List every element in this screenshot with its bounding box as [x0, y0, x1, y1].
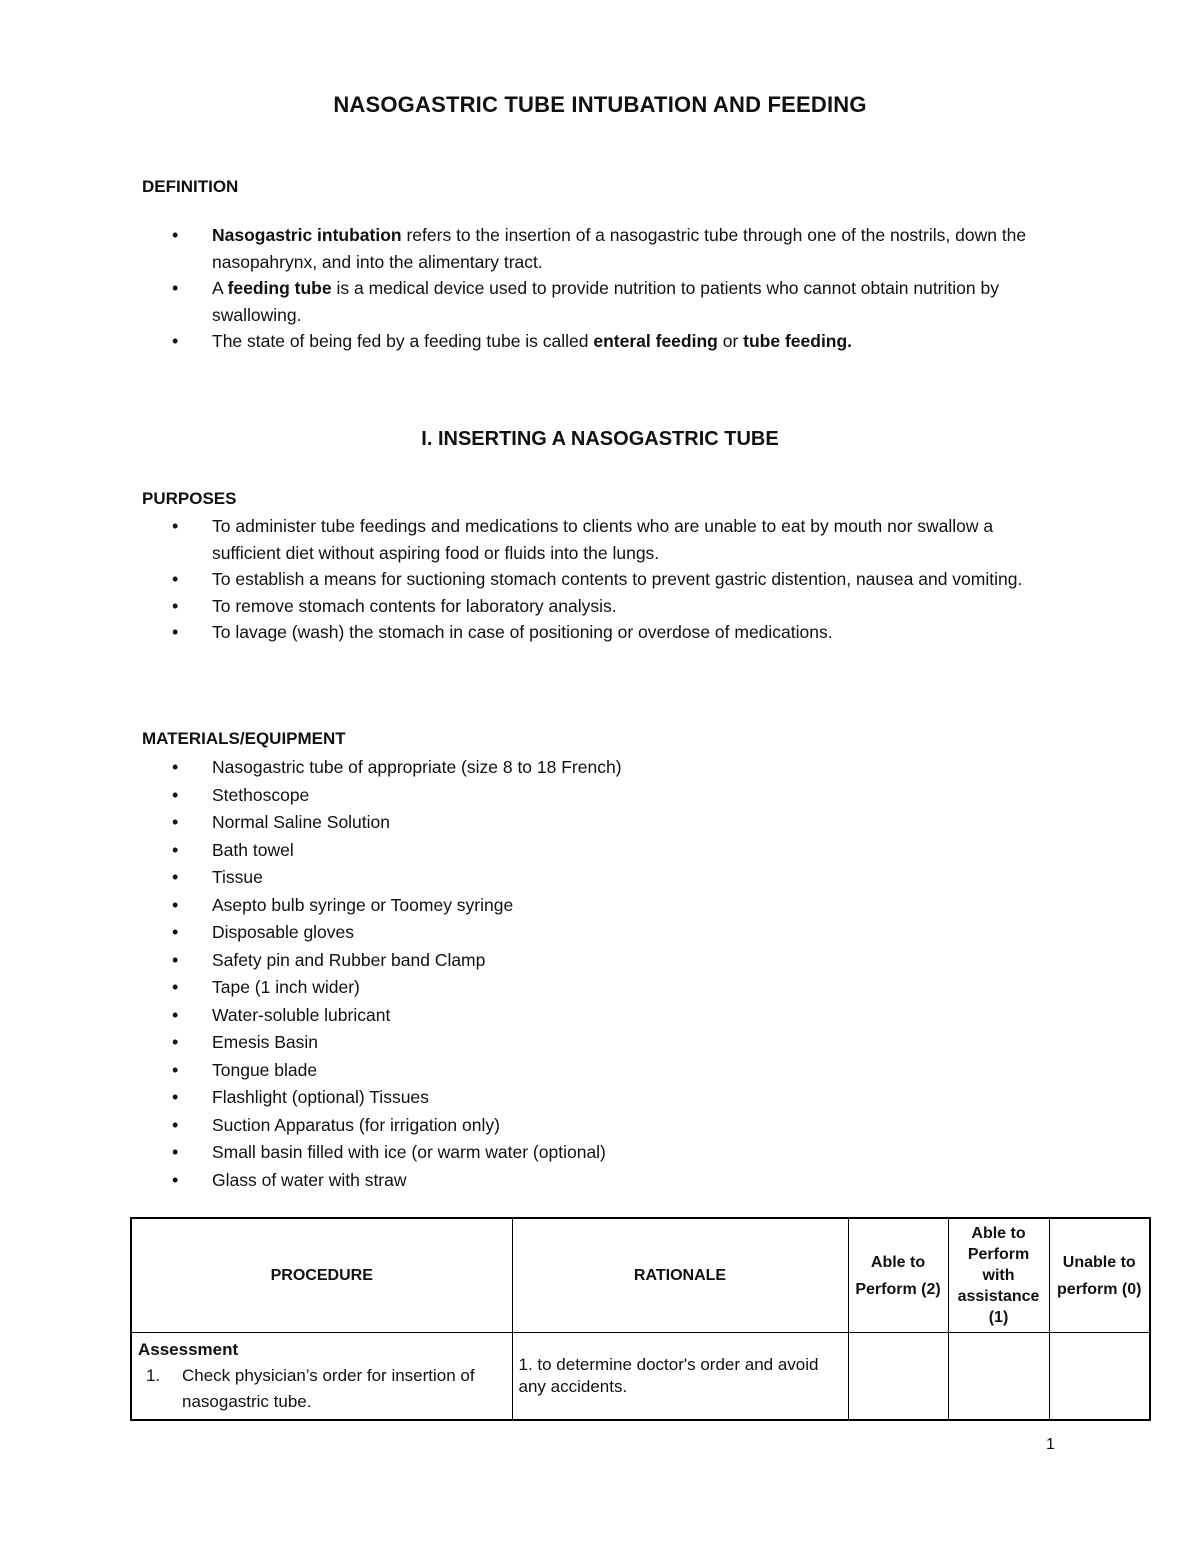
list-item: • To remove stomach contents for laboratory analysis. — [0, 593, 1052, 620]
materials-heading: MATERIALS/EQUIPMENT — [142, 729, 346, 748]
list-item: • Glass of water with straw — [0, 1167, 1052, 1195]
page-number: 1 — [1046, 1436, 1055, 1453]
list-item: • To lavage (wash) the stomach in case of positioning or overdose of medications. — [0, 619, 1052, 646]
purposes-list — [0, 513, 1052, 646]
procedure-cell — [131, 1333, 512, 1421]
definition-list — [0, 222, 1052, 355]
list-item: • Tongue blade — [0, 1057, 1052, 1085]
header-able-with-assistance: Able to Perform with assistance (1) — [948, 1218, 1049, 1333]
list-item: • Flashlight (optional) Tissues — [0, 1084, 1052, 1112]
header-rationale: RATIONALE — [512, 1218, 848, 1333]
list-item: • Tissue — [0, 864, 1052, 892]
procedure-table — [130, 1217, 1151, 1421]
list-item: • A feeding tube is a medical device used to provide nutrition to patients who cannot obtain nutrition by swallowing. — [0, 275, 1052, 328]
list-item: • Emesis Basin — [0, 1029, 1052, 1057]
definition-heading: DEFINITION — [142, 177, 239, 196]
header-unable-to-perform: Unable to perform (0) — [1049, 1218, 1150, 1333]
list-item: • Small basin filled with ice (or warm water (optional) — [0, 1139, 1052, 1167]
list-item: • Water-soluble lubricant — [0, 1002, 1052, 1030]
list-item: • To administer tube feedings and medications to clients who are unable to eat by mouth nor swallow a sufficient diet without aspiring food or fluids into the lungs. — [0, 513, 1052, 566]
list-item: • Nasogastric tube of appropriate (size 8 to 18 French) — [0, 754, 1052, 782]
list-item: • Normal Saline Solution — [0, 809, 1052, 837]
table-header-row — [131, 1218, 1150, 1333]
list-item: • To establish a means for suctioning stomach contents to prevent gastric distention, nausea and vomiting. — [0, 566, 1052, 593]
list-item: • Stethoscope — [0, 782, 1052, 810]
list-item: • Tape (1 inch wider) — [0, 974, 1052, 1002]
materials-list — [0, 754, 1052, 1194]
document-title: NASOGASTRIC TUBE INTUBATION AND FEEDING — [333, 92, 867, 117]
list-item: • Suction Apparatus (for irrigation only) — [0, 1112, 1052, 1140]
list-item: • Asepto bulb syringe or Toomey syringe — [0, 892, 1052, 920]
assist-cell — [948, 1333, 1049, 1421]
header-procedure: PROCEDURE — [131, 1218, 512, 1333]
rationale-cell: 1. to determine doctor's order and avoid any accidents. — [512, 1333, 848, 1421]
list-item: • Disposable gloves — [0, 919, 1052, 947]
purposes-heading: PURPOSES — [142, 489, 237, 508]
list-item: • Nasogastric intubation refers to the insertion of a nasogastric tube through one of the nostrils, down the nasopahrynx, and into the alimentary tract. — [0, 222, 1052, 275]
unable-cell — [1049, 1333, 1150, 1421]
able-cell — [848, 1333, 948, 1421]
section-title: I. INSERTING A NASOGASTRIC TUBE — [421, 428, 779, 450]
list-item: • The state of being fed by a feeding tube is called enteral feeding or tube feeding. — [0, 328, 1052, 355]
list-item: • Safety pin and Rubber band Clamp — [0, 947, 1052, 975]
header-able-to-perform: Able to Perform (2) — [848, 1218, 948, 1333]
procedure-group-label: Assessment — [138, 1340, 239, 1359]
table-row — [131, 1333, 1150, 1421]
list-item: • Bath towel — [0, 837, 1052, 865]
procedure-step: 1. Check physician’s order for insertion of nasogastric tube. — [146, 1366, 475, 1411]
